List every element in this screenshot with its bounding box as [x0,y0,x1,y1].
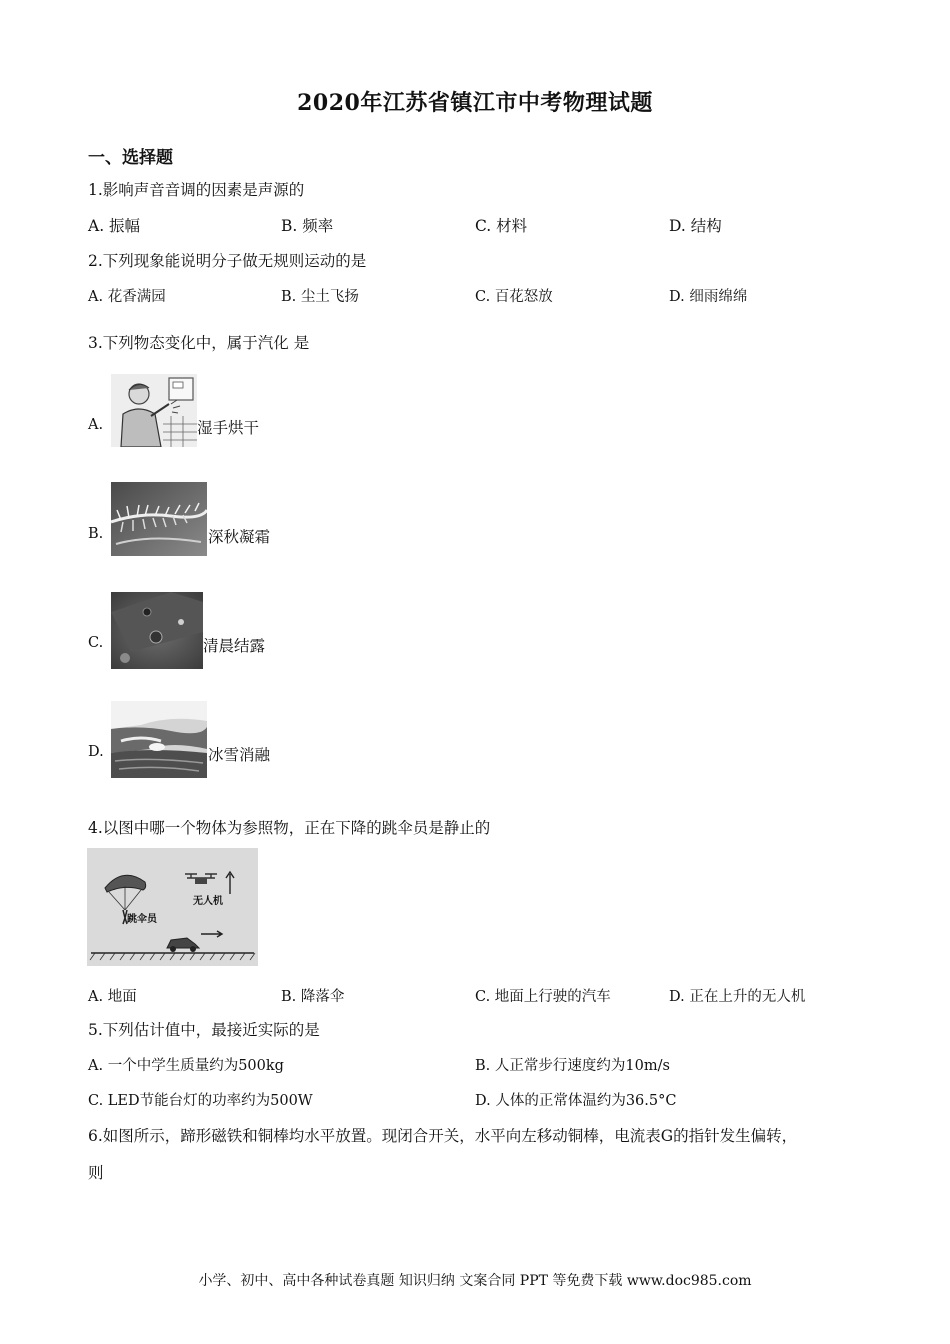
frost-photo [111,482,207,556]
q3-option-c-text: 清晨结露 [203,637,266,655]
q3-option-b-letter: B. [88,526,104,542]
q2-option-c: C. 百花怒放 [475,289,553,305]
q3-option-d-text: 冰雪消融 [208,746,271,764]
q1-option-d: D. 结构 [669,217,722,235]
q4-option-c: C. 地面上行驶的汽车 [475,989,611,1005]
q2-option-a: A. 花香满园 [88,289,166,305]
question-3-stem: 3.下列物态变化中，属于汽化 是 [88,334,310,352]
question-2-stem: 2.下列现象能说明分子做无规则运动的是 [88,252,367,270]
question-6-stem-continued: 则 [88,1164,104,1182]
q5-option-a: A. 一个中学生质量约为500kg [88,1058,284,1074]
dew-photo [111,592,203,669]
q5-option-b: B. 人正常步行速度约为10m/s [475,1058,670,1074]
question-1-stem: 1.影响声音音调的因素是声源的 [88,181,305,199]
question-4-stem: 4.以图中哪一个物体为参照物，正在下降的跳伞员是静止的 [88,819,491,837]
q4-option-b: B. 降落伞 [281,989,345,1005]
q1-option-b: B. 频率 [281,217,334,235]
q3-option-a-text: 湿手烘干 [197,419,260,437]
q4-option-a: A. 地面 [88,989,137,1005]
q4-option-d: D. 正在上升的无人机 [669,989,806,1005]
q1-option-c: C. 材料 [475,217,528,235]
question-6-stem: 6.如图所示，蹄形磁铁和铜棒均水平放置。现闭合开关，水平向左移动铜棒，电流表G的指针发生偏转， [88,1127,798,1145]
page-title: 2020年江苏省镇江市中考物理试题 [297,90,653,116]
q5-option-d: D. 人体的正常体温约为36.5°C [475,1093,677,1109]
section-heading: 一、选择题 [88,148,173,168]
page-footer: 小学、初中、高中各种试卷真题 知识归纳 文案合同 PPT 等免费下载 www.doc985.com [198,1273,752,1289]
parachute-figure [87,848,258,966]
q3-option-b-text: 深秋凝霜 [208,528,271,546]
q1-option-a: A. 振幅 [88,217,141,235]
melting-snow-photo [111,701,207,778]
parachutist-label: 跳伞员 [127,914,157,925]
q2-option-b: B. 尘土飞扬 [281,289,359,305]
question-5-stem: 5.下列估计值中，最接近实际的是 [88,1021,320,1039]
q2-option-d: D. 细雨绵绵 [669,289,748,305]
q5-option-c: C. LED节能台灯的功率约为500W [88,1093,313,1109]
q3-option-a-letter: A. [88,417,104,433]
q3-option-c-letter: C. [88,635,104,651]
q3-option-d-letter: D. [88,744,104,760]
hand-dryer-photo [111,374,197,447]
drone-label: 无人机 [193,896,223,907]
